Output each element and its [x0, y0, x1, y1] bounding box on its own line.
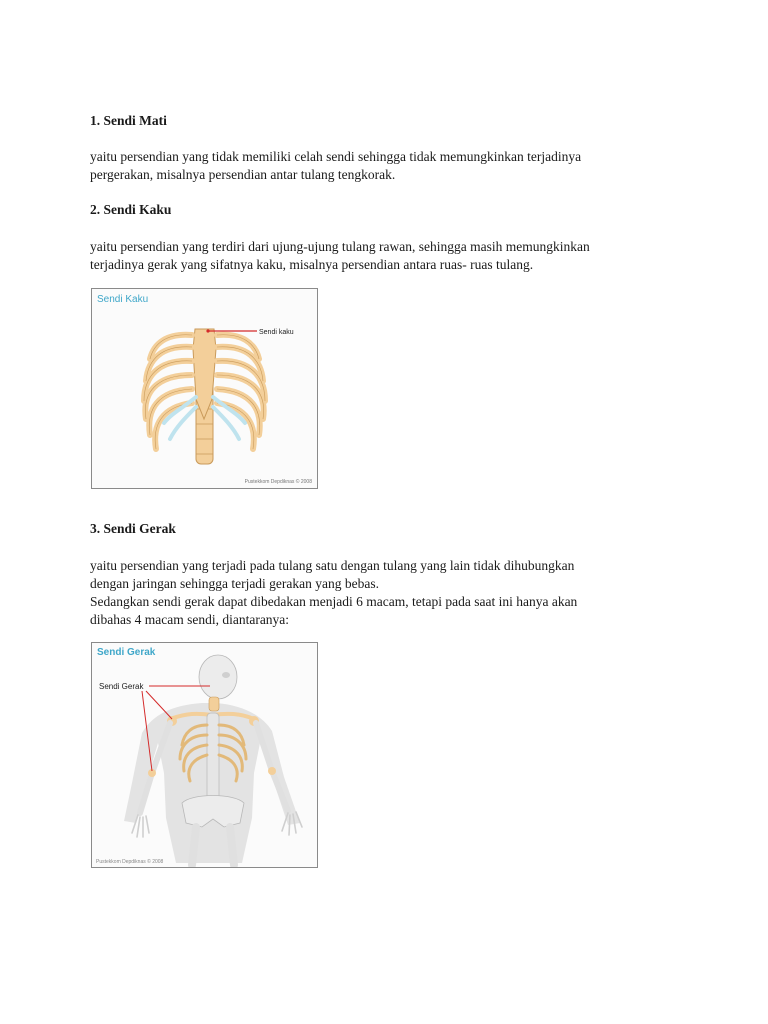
paragraph-sendi-mati: [90, 148, 650, 184]
paragraph-line: terjadinya gerak yang sifatnya kaku, misalnya persendian antara ruas- ruas tulang.: [90, 257, 534, 272]
paragraph-line: yaitu persendian yang tidak memiliki celah sendi sehingga tidak memungkinkan terjadinya: [90, 149, 582, 164]
paragraph-line: yaitu persendian yang terdiri dari ujung-ujung tulang rawan, sehingga masih memungkinkan: [90, 239, 590, 254]
paragraph-sendi-kaku: [90, 238, 650, 274]
skeleton-illustration: [92, 643, 317, 867]
pointer-dot: [206, 329, 209, 332]
heading-sendi-kaku: 2. Sendi Kaku: [90, 202, 172, 217]
figure-sendi-kaku: [91, 288, 318, 489]
paragraph-sendi-gerak: [90, 557, 650, 629]
pointer-label: Sendi kaku: [259, 329, 294, 336]
paragraph-line: yaitu persendian yang terjadi pada tulang satu dengan tulang yang lain tidak dihubungkan: [90, 558, 575, 573]
rib-cage-illustration: [92, 289, 317, 488]
figure-title: Sendi Kaku: [97, 294, 149, 305]
figure-credit: Pustekkom Depdiknas © 2008: [244, 479, 312, 485]
paragraph-line: pergerakan, misalnya persendian antar tulang tengkorak.: [90, 167, 396, 182]
heading-sendi-gerak: 3. Sendi Gerak: [90, 521, 176, 536]
paragraph-line: Sedangkan sendi gerak dapat dibedakan menjadi 6 macam, tetapi pada saat ini hanya akan: [90, 594, 578, 609]
paragraph-line: dengan jaringan sehingga terjadi gerakan yang bebas.: [90, 576, 380, 591]
figure-credit: Pustekkom Depdiknas © 2008: [96, 859, 164, 865]
heading-sendi-mati: 1. Sendi Mati: [90, 113, 167, 128]
paragraph-line: dibahas 4 macam sendi, diantaranya:: [90, 612, 290, 627]
rib-cage: [144, 329, 265, 464]
figure-sendi-gerak: [91, 642, 318, 868]
pointer-label: Sendi Gerak: [99, 682, 144, 691]
figure-title: Sendi Gerak: [97, 647, 156, 658]
